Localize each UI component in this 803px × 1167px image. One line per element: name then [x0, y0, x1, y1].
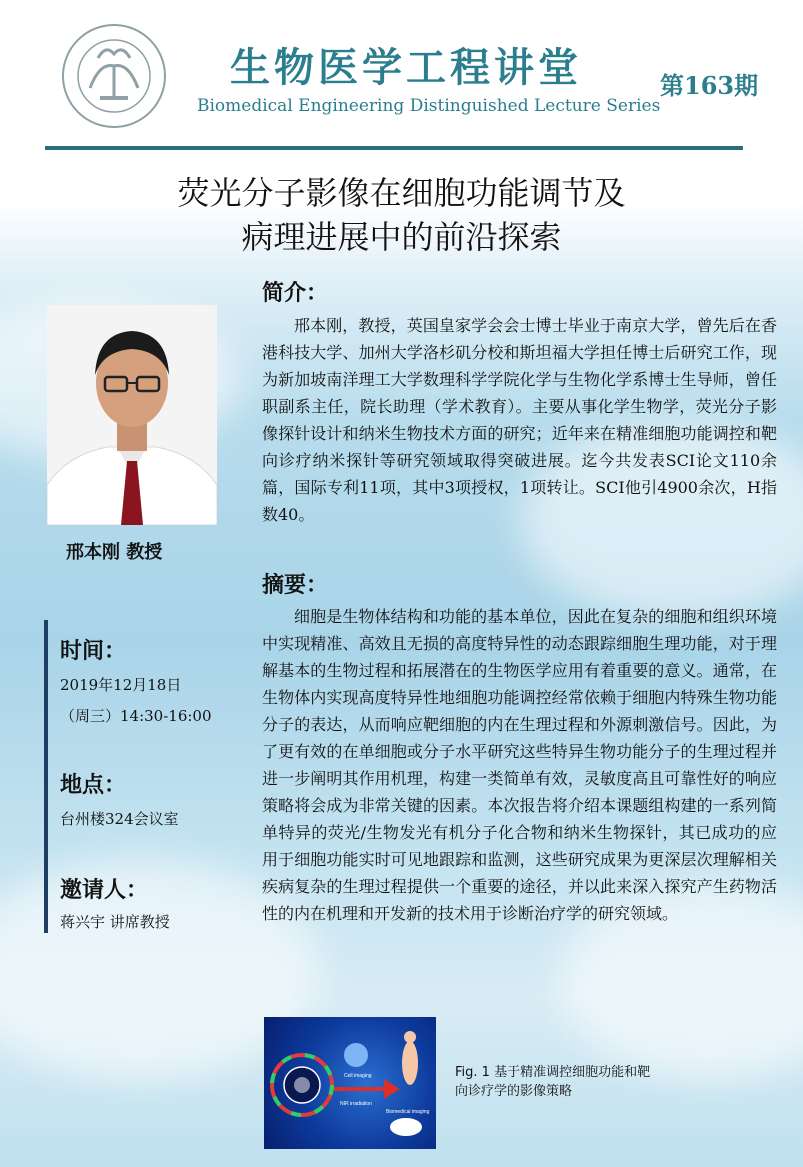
host-label: 邀请人： [60, 877, 149, 903]
figure-label-bio: Biomedical imaging [386, 1109, 430, 1115]
header-divider [45, 146, 743, 150]
series-title-en: Biomedical Engineering Distinguished Lecture Series [197, 96, 661, 116]
abstract-heading: 摘要： [262, 572, 329, 598]
event-time: （周三）14:30-16:00 [60, 707, 212, 725]
figure-label-cell: Cell imaging [344, 1073, 372, 1079]
info-accent-bar [44, 620, 48, 933]
time-label: 时间： [60, 638, 127, 664]
lecture-title-line2: 病理进展中的前沿探索 [241, 218, 562, 256]
place-label: 地点： [60, 772, 127, 798]
speaker-name: 邢本刚 教授 [66, 542, 163, 563]
figure-label-nir: NIR irradiation [340, 1101, 372, 1107]
abstract-text: 细胞是生物体结构和功能的基本单位，因此在复杂的细胞和组织环境中实现精准、高效且无损的高度特异性的动态跟踪细胞生理功能，对于理解基本的生物过程和拓展潜在的生物医学应用有着重要的意义。通常，在生物体内实现高度特异性地细胞功能调控经常依赖于细胞内特殊生物功能分子的表达，从而响应靶细胞的内在生理过程和外源刺激信号。因此，为了更有效的在单细胞或分子水平研究这些特异生物功能分子的生理过程并进一步阐明其作用机理，构建一类简单有效，灵敏度高且可靠性好的响应策略将会成为非常关键的因素。本次报告将介绍本课题组构建的一系列简单特异的荧光/生物发光有机分子化合物和纳米生物探针，其已成功的应用于细胞功能实时可见地跟踪和监测，这些研究成果为更深层次理解相关疾病复杂的生理过程提供一个重要的途径，并以此来深入探究产生药物活性的内在机理和开发新的技术用于诊断治疗学的研究领域。 [262, 607, 777, 923]
university-logo [60, 22, 168, 130]
event-place: 台州楼324会议室 [60, 810, 179, 828]
bio-heading: 简介： [262, 280, 329, 306]
speaker-photo [47, 305, 217, 525]
lecture-title-line1: 荧光分子影像在细胞功能调节及 [177, 174, 626, 212]
event-date: 2019年12月18日 [60, 676, 182, 694]
bio-text: 邢本刚，教授，英国皇家学会会士博士毕业于南京大学，曾先后在香港科技大学、加州大学洛杉矶分校和斯坦福大学担任博士后研究工作，现为新加坡南洋理工大学数理科学学院化学与生物化学系博士生导师，曾任职副系主任，院长助理（学术教育）。主要从事化学生物学，荧光分子影像探针设计和纳米生物技术方面的研究；近年来在精准细胞功能调控和靶向诊疗纳米探针等研究领域取得突破进展。迄今共发表SCI论文110余篇，国际专利11项，其中3项授权，1项转让。SCI他引4900余次，H指数40。 [262, 316, 777, 524]
figure-caption: Fig. 1 基于精准调控细胞功能和靶向诊疗学的影像策略 [455, 1065, 651, 1099]
figure-image [264, 1017, 436, 1149]
issue-number: 第163期 [660, 71, 759, 100]
event-host: 蒋兴宇 讲席教授 [60, 913, 170, 931]
series-title-cn: 生物医学工程讲堂 [230, 44, 582, 91]
